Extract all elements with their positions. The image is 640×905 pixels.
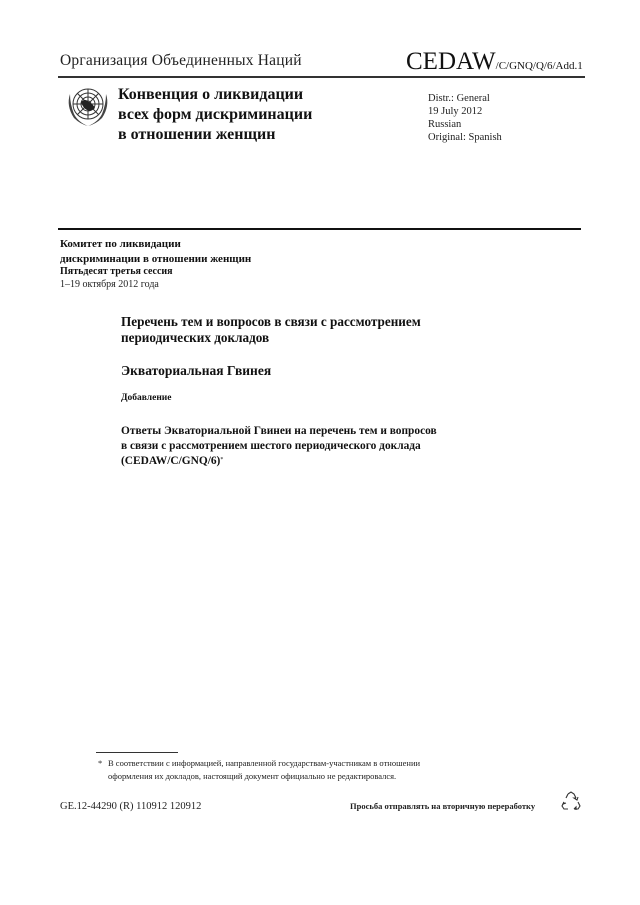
footnote-line: оформления их докладов, настоящий документ официально не редактировался. <box>108 771 397 781</box>
header-rule <box>58 76 585 78</box>
job-number: GE.12-44290 (R) 110912 120912 <box>60 801 202 812</box>
document-language: Russian <box>428 119 462 130</box>
committee-name <box>60 237 251 267</box>
footnote-mark: * <box>98 758 103 768</box>
convention-title-line: Конвенция о ликвидации <box>118 86 304 103</box>
replies-title <box>121 424 437 469</box>
committee-name-line: Комитет по ликвидации <box>60 238 181 250</box>
section-rule <box>58 228 581 230</box>
distribution-block <box>428 92 502 144</box>
symbol-suffix: /C/GNQ/Q/6/Add.1 <box>495 60 583 72</box>
footnote-line: В соответствии с информацией, направленной государствам-участникам в отношении <box>108 758 421 768</box>
list-title-line: периодических докладов <box>121 330 270 345</box>
un-emblem-icon <box>62 80 114 132</box>
list-of-issues-title <box>121 314 421 346</box>
replies-title-line-text: (CEDAW/C/GNQ/6) <box>121 455 221 467</box>
convention-title-line: в отношении женщин <box>118 126 276 143</box>
distribution-type: Distr.: General <box>428 93 490 104</box>
organization-name: Организация Объединенных Наций <box>60 52 302 69</box>
footnote-reference[interactable]: * <box>220 457 224 463</box>
convention-title-line: всех форм дискриминации <box>118 106 313 123</box>
committee-name-line: дискриминации в отношении женщин <box>60 253 252 265</box>
original-language: Original: Spanish <box>428 132 502 143</box>
document-symbol <box>406 48 583 76</box>
session-dates: 1–19 октября 2012 года <box>60 279 159 290</box>
list-title-line: Перечень тем и вопросов в связи с рассмотрением <box>121 314 421 329</box>
replies-title-line: в связи с рассмотрением шестого периодического доклада <box>121 439 421 452</box>
replies-title-line <box>121 453 437 469</box>
recycle-notice: Просьба отправлять на вторичную переработку <box>350 801 536 811</box>
replies-title-line: Ответы Экваториальной Гвинеи на перечень тем и вопросов <box>121 425 437 437</box>
footnote <box>98 757 528 783</box>
convention-title <box>118 85 312 145</box>
session-title: Пятьдесят третья сессия <box>60 266 173 277</box>
country-title: Экваториальная Гвинея <box>121 363 272 378</box>
document-date: 19 July 2012 <box>428 106 483 117</box>
addendum-label: Добавление <box>121 393 172 403</box>
recycle-icon <box>560 790 582 812</box>
symbol-main: CEDAW <box>406 48 496 75</box>
footnote-rule <box>96 752 178 753</box>
